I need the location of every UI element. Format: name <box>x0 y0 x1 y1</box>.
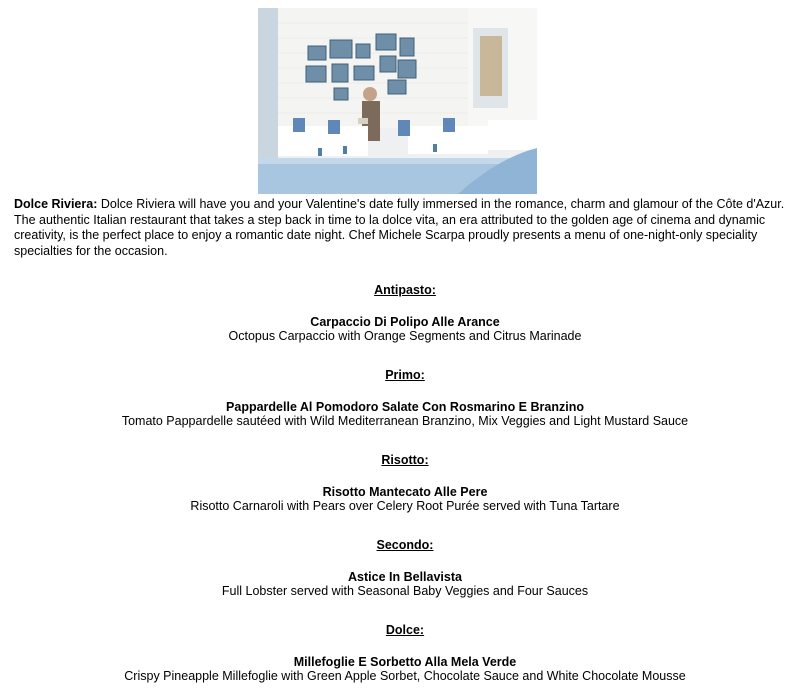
dish-name: Risotto Mantecato Alle Pere <box>322 485 488 499</box>
intro-text: Dolce Riviera will have you and your Valentine's date fully immersed in the romance, charm and glamour of the Côte d'Azur. The authentic Italian restaurant that takes a step back in time to la dolce vita, an era attributed to the golden age of cinema and dynamic creativity, is the perfect place to enjoy a romantic date night. Chef Michele Scarpa proudly presents a menu of one-night-only speciality specialties for the occasion. <box>14 197 785 258</box>
dish-name: Pappardelle Al Pomodoro Salate Con Rosmarino E Branzino <box>226 400 584 414</box>
dish-name: Millefoglie E Sorbetto Alla Mela Verde <box>293 655 517 669</box>
intro-paragraph <box>14 197 804 259</box>
restaurant-name: Dolce Riviera: <box>14 197 98 211</box>
dish-name: Carpaccio Di Polipo Alle Arance <box>310 315 500 329</box>
course-heading: Risotto: <box>381 453 429 467</box>
course-dolce <box>0 623 810 683</box>
course-risotto <box>0 453 810 513</box>
course-secondo <box>0 538 810 598</box>
dish-description: Risotto Carnaroli with Pears over Celery Root Purée served with Tuna Tartare <box>190 499 620 513</box>
dish-description: Tomato Pappardelle sautéed with Wild Mediterranean Branzino, Mix Veggies and Light Mustard Sauce <box>121 414 689 428</box>
dish-description: Full Lobster served with Seasonal Baby Veggies and Four Sauces <box>221 584 589 598</box>
restaurant-photo <box>258 8 537 194</box>
course-heading: Secondo: <box>376 538 434 552</box>
course-heading: Antipasto: <box>374 283 436 297</box>
restaurant-interior-image <box>258 8 537 194</box>
course-primo <box>0 368 810 428</box>
dish-description: Octopus Carpaccio with Orange Segments and Citrus Marinade <box>228 329 582 343</box>
dish-description: Crispy Pineapple Millefoglie with Green Apple Sorbet, Chocolate Sauce and White Chocolate Mousse <box>124 669 686 683</box>
course-heading: Primo: <box>385 368 425 382</box>
dish-name: Astice In Bellavista <box>348 570 462 584</box>
course-antipasto <box>0 283 810 343</box>
course-heading: Dolce: <box>385 623 425 637</box>
